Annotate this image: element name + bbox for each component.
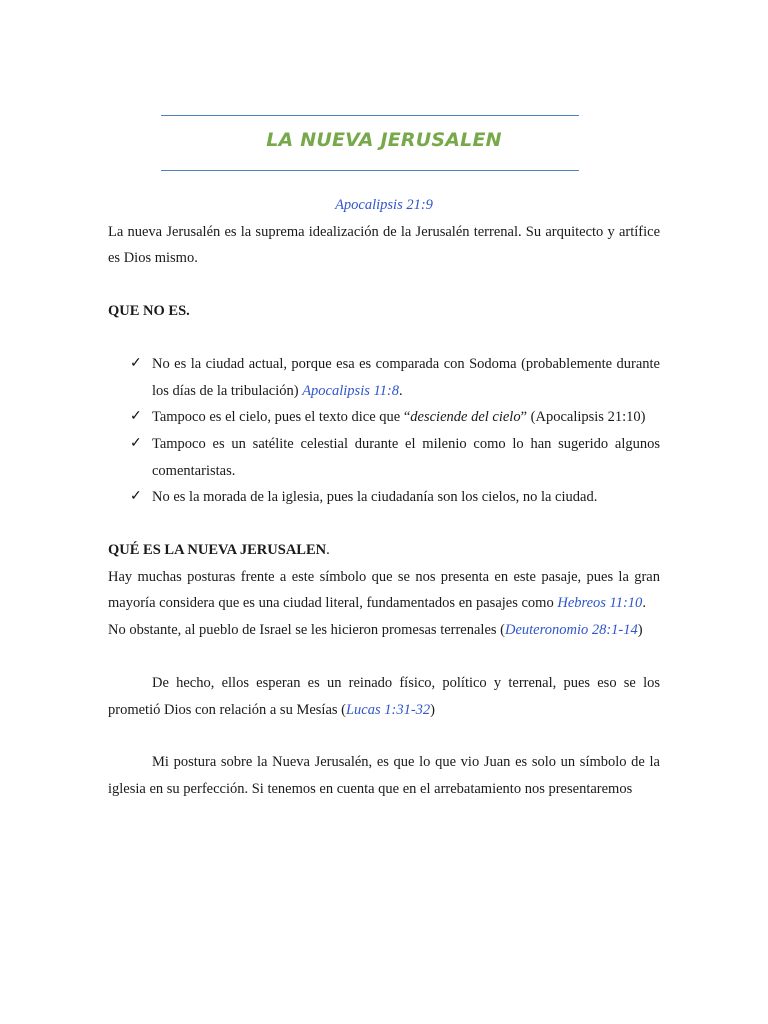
checkmark-icon: ✓ — [130, 355, 142, 371]
reference-link[interactable]: Apocalipsis 21:9 — [335, 197, 433, 213]
paragraph: De hecho, ellos esperan es un reinado físico, político y terrenal, pues eso se los prometió Dios con relación a su Mesías (Lucas 1:31-32) — [108, 674, 660, 718]
list-item: ✓ Tampoco es el cielo, pues el texto dice que “desciende del cielo” (Apocalipsis 21:10) — [108, 404, 660, 431]
section-heading-que-es: QUÉ ES LA NUEVA JERUSALEN. — [108, 542, 330, 559]
not-list — [108, 351, 660, 511]
section-heading-que-no-es: QUE NO ES. — [108, 303, 190, 320]
link-apocalipsis-11-8[interactable]: Apocalipsis 11:8 — [302, 382, 399, 399]
paragraph: Hay muchas posturas frente a este símbolo que se nos presenta en este pasaje, pues la gran mayoría considera que es una ciudad literal, fundamentados en pasajes como Hebreos 11:10. — [108, 568, 660, 612]
page-title: LA NUEVA JERUSALEN — [266, 129, 502, 151]
checkmark-icon: ✓ — [130, 409, 142, 425]
link-hebreos-11-10[interactable]: Hebreos 11:10 — [557, 595, 643, 612]
title-rule-top — [161, 115, 579, 116]
link-lucas-1-31[interactable]: Lucas 1:31-32 — [345, 701, 431, 718]
list-item: ✓ No es la ciudad actual, porque esa es comparada con Sodoma (probablemente durante los días de la tribulación) Apocalipsis 11:8. — [108, 351, 660, 404]
scripture-reference[interactable] — [108, 192, 660, 219]
checkmark-icon: ✓ — [130, 435, 142, 451]
list-item: ✓ No es la morada de la iglesia, pues la ciudadanía son los cielos, no la ciudad. — [108, 484, 660, 511]
paragraph: No obstante, al pueblo de Israel se les hicieron promesas terrenales (Deuteronomio 28:1-14) — [108, 622, 643, 639]
checkmark-icon: ✓ — [130, 489, 142, 505]
list-item: ✓ Tampoco es un satélite celestial durante el milenio como lo han sugerido algunos comentaristas. — [108, 431, 660, 484]
title-rule-bottom — [161, 170, 579, 171]
intro-paragraph: La nueva Jerusalén es la suprema idealización de la Jerusalén terrenal. Su arquitecto y artífice es Dios mismo. — [108, 223, 660, 267]
link-deuteronomio-28[interactable]: Deuteronomio 28:1-14 — [505, 622, 638, 639]
document-body — [108, 192, 660, 803]
paragraph: Mi postura sobre la Nueva Jerusalén, es que lo que vio Juan es solo un símbolo de la iglesia en su perfección. Si tenemos en cuenta que en el arrebatamiento nos presentaremos — [108, 754, 660, 797]
